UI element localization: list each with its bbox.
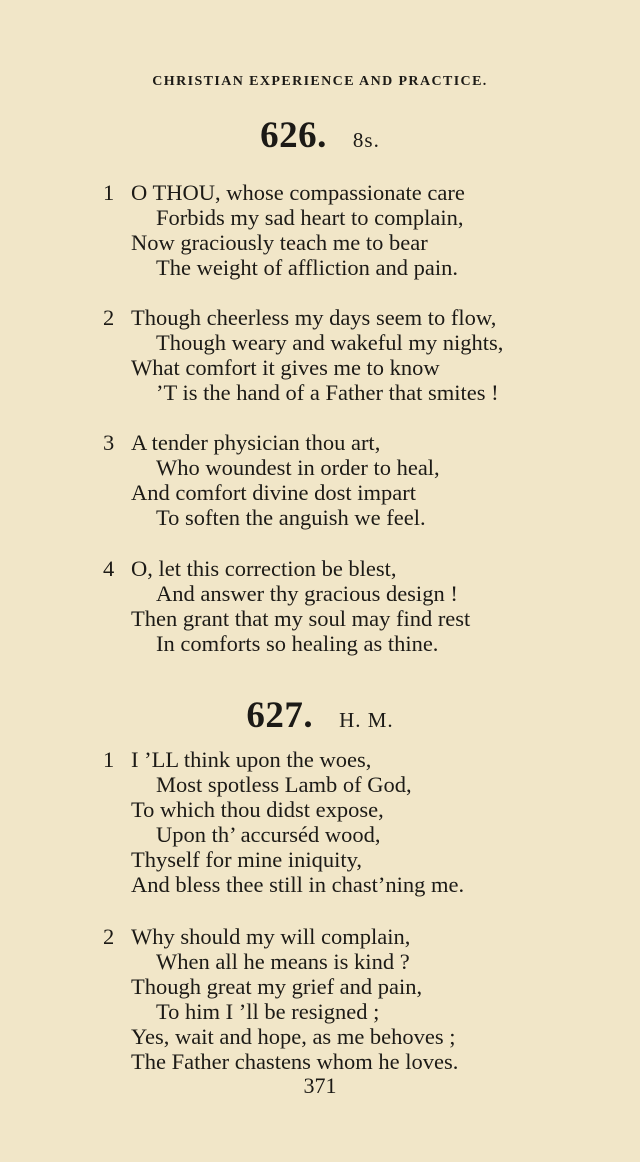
- verse-line: The Father chastens whom he loves.: [131, 1049, 459, 1074]
- verse-line: Upon th’ accurséd wood,: [156, 822, 381, 847]
- verse-line: The weight of affliction and pain.: [156, 255, 458, 280]
- verse-line: I ’LL think upon the woes,: [131, 747, 372, 772]
- verse-line: And bless thee still in chast’ning me.: [131, 872, 465, 897]
- verse-number: 1: [103, 180, 115, 205]
- verse-line: Though cheerless my days seem to flow,: [131, 305, 497, 330]
- hymn-meter: H. M.: [339, 708, 394, 732]
- verse-number: 1: [103, 747, 115, 772]
- hymn-heading: [0, 114, 640, 157]
- verse-line: When all he means is kind ?: [156, 949, 410, 974]
- verse-number: 2: [103, 924, 115, 949]
- hymn-heading: [0, 694, 640, 737]
- verse-line: ’T is the hand of a Father that smites !: [156, 380, 499, 405]
- verse-line: Why should my will complain,: [131, 924, 411, 949]
- verse-line: In comforts so healing as thine.: [156, 631, 439, 656]
- hymn-number: 626.: [260, 115, 327, 156]
- verse-line: Though great my grief and pain,: [131, 974, 423, 999]
- verse-line: What comfort it gives me to know: [131, 355, 440, 380]
- verse-line: Who woundest in order to heal,: [156, 455, 440, 480]
- verse-line: Thyself for mine iniquity,: [131, 847, 362, 872]
- verse-number: 3: [103, 430, 115, 455]
- verse-line: O THOU, whose compassionate care: [131, 180, 465, 205]
- verse-line: Forbids my sad heart to complain,: [156, 205, 464, 230]
- verse-line: O, let this correction be blest,: [131, 556, 397, 581]
- verse-line: And answer thy gracious design !: [156, 581, 458, 606]
- running-head: CHRISTIAN EXPERIENCE AND PRACTICE.: [152, 74, 488, 89]
- verse-line: Yes, wait and hope, as me behoves ;: [131, 1024, 456, 1049]
- hymn-number: 627.: [246, 695, 314, 736]
- verse-line: Though weary and wakeful my nights,: [156, 330, 504, 355]
- verse-line: Then grant that my soul may find rest: [131, 606, 471, 631]
- verse-line: Most spotless Lamb of God,: [156, 772, 412, 797]
- verse-number: 4: [103, 556, 115, 581]
- verse-number: 2: [103, 305, 115, 330]
- verse-line: To him I ’ll be resigned ;: [156, 999, 380, 1024]
- verse-line: A tender physician thou art,: [131, 430, 381, 455]
- verse-line: Now graciously teach me to bear: [131, 230, 428, 255]
- verse-line: To which thou didst expose,: [131, 797, 384, 822]
- verse-line: To soften the anguish we feel.: [156, 505, 426, 530]
- hymn-meter: 8s.: [352, 128, 380, 152]
- verse-line: And comfort divine dost impart: [131, 480, 416, 505]
- page-number: 371: [303, 1073, 337, 1098]
